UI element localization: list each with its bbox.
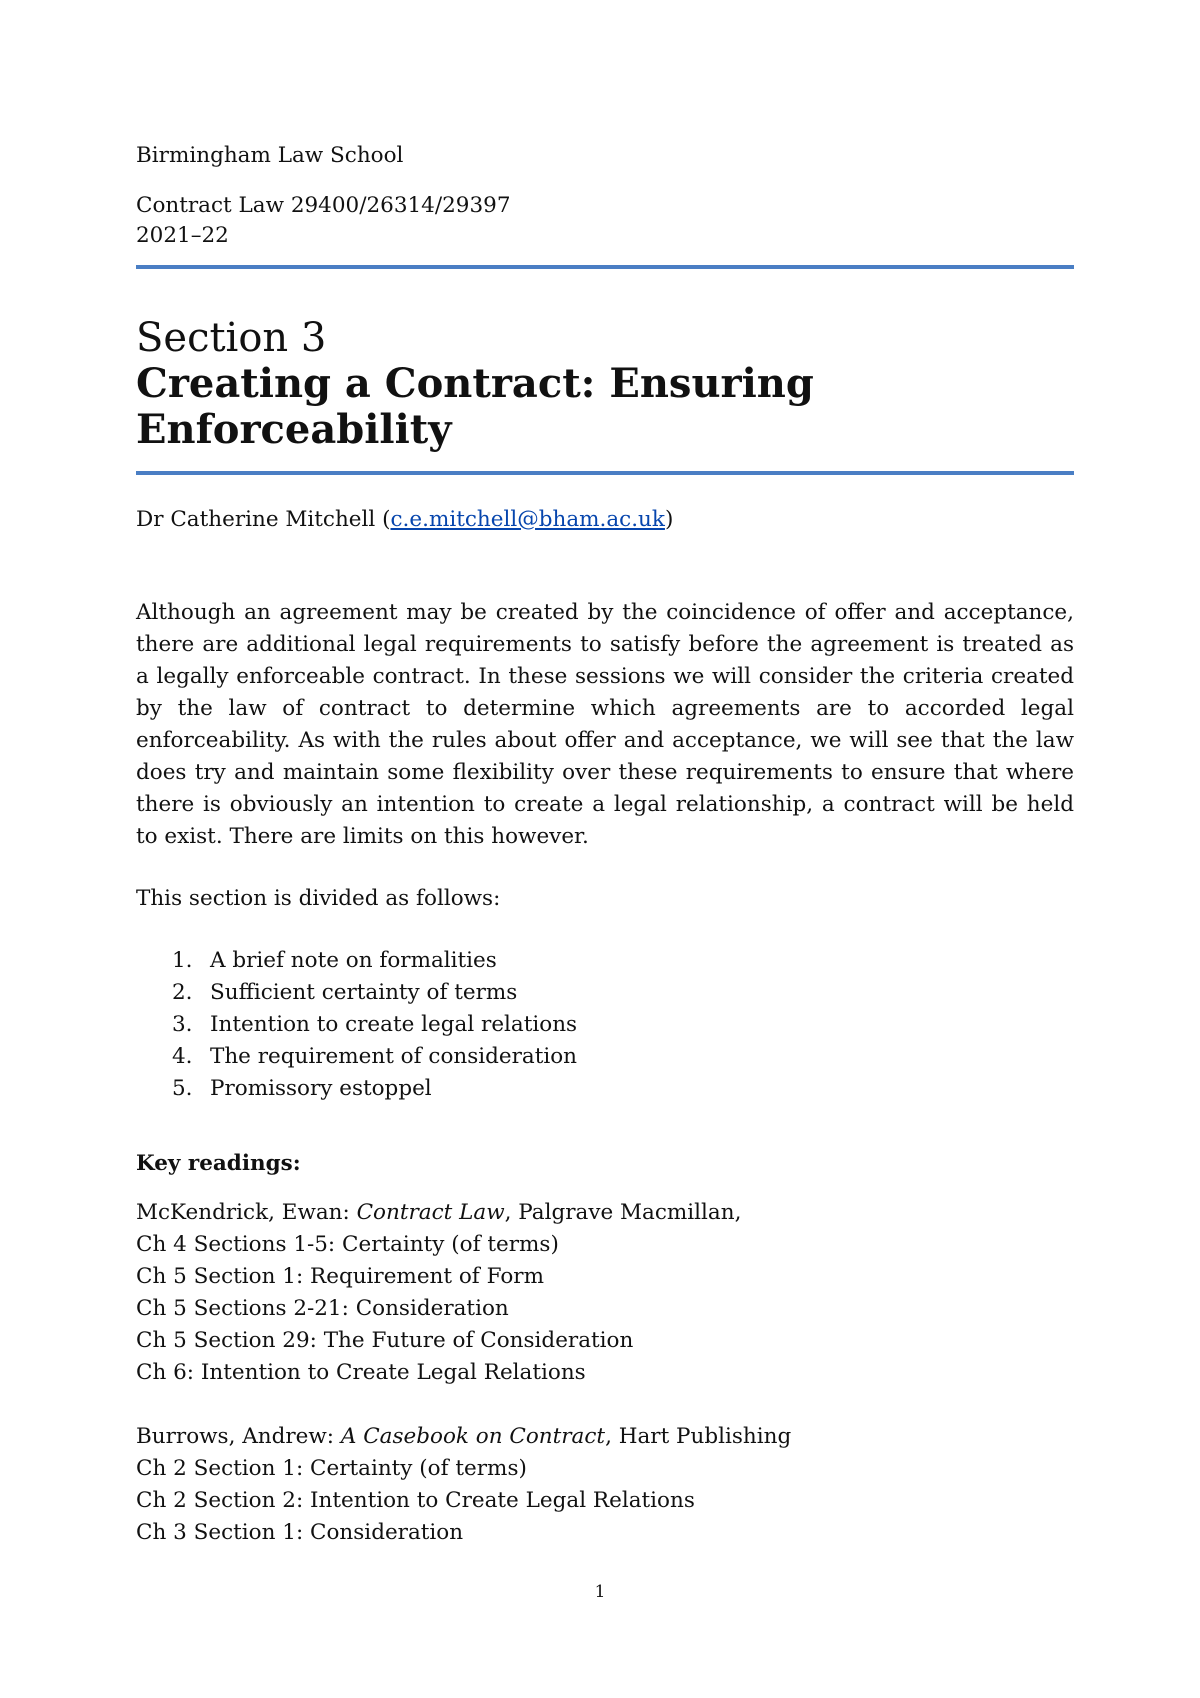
academic-year: 2021–22 — [136, 223, 229, 248]
chapter-reference: Ch 2 Section 1: Certainty (of terms) — [136, 1456, 527, 1481]
book-title: A Casebook on Contract — [340, 1424, 606, 1449]
list-item-text: Intention to create legal relations — [210, 1012, 578, 1037]
chapter-reference: Ch 2 Section 2: Intention to Create Legal Relations — [136, 1488, 695, 1513]
chapter-reference: Ch 3 Section 1: Consideration — [136, 1520, 464, 1545]
list-item-number: 3. — [172, 1012, 193, 1037]
list-item — [136, 1009, 1074, 1041]
list-item-number: 5. — [172, 1076, 193, 1101]
reading-burrows — [136, 1421, 1074, 1549]
list-item-text: Promissory estoppel — [210, 1076, 432, 1101]
intro-paragraph: Although an agreement may be created by the coincidence of offer and acceptance, there are additional legal requirements to satisfy before the agreement is treated as a legally enforceable contract. In these sessions we will consider the criteria created by the law of contract to determine which agreements are to accorded legal enforceability. As with the rules about offer and acceptance, we will see that the law does try and maintain some flexibility over these requirements to ensure that where there is obviously an intention to create a legal relationship, a contract will be held to exist. There are limits on this however. — [136, 600, 1074, 849]
book-citation — [136, 1421, 1074, 1453]
book-publisher: , Palgrave Macmillan, — [504, 1200, 742, 1225]
header-divider — [136, 265, 1074, 269]
book-author: McKendrick, Ewan: — [136, 1200, 357, 1225]
section-outline-list — [136, 945, 1074, 1105]
division-intro: This section is divided as follows: — [136, 886, 501, 911]
section-title: Creating a Contract: Ensuring Enforceability — [136, 360, 814, 453]
page-number: 1 — [594, 1582, 606, 1602]
chapter-reference: Ch 5 Section 1: Requirement of Form — [136, 1264, 544, 1289]
list-item-text: Sufficient certainty of terms — [210, 980, 518, 1005]
list-item-number: 1. — [172, 948, 193, 973]
chapter-reference: Ch 5 Section 29: The Future of Consideration — [136, 1328, 634, 1353]
list-item-number: 2. — [172, 980, 193, 1005]
list-item — [136, 977, 1074, 1009]
list-item-text: The requirement of consideration — [210, 1044, 578, 1069]
chapter-reference: Ch 6: Intention to Create Legal Relations — [136, 1360, 586, 1385]
book-publisher: , Hart Publishing — [605, 1424, 792, 1449]
page-content — [136, 141, 1074, 1549]
author-line — [136, 505, 1074, 535]
school-name: Birmingham Law School — [136, 143, 404, 168]
list-item — [136, 945, 1074, 977]
book-citation — [136, 1197, 1074, 1229]
list-item — [136, 1073, 1074, 1105]
course-code: Contract Law 29400/26314/29397 — [136, 193, 511, 218]
list-item-number: 4. — [172, 1044, 193, 1069]
author-email-link[interactable]: c.e.mitchell@bham.ac.uk — [390, 507, 665, 532]
book-title: Contract Law — [356, 1200, 505, 1225]
key-readings-heading: Key readings: — [136, 1151, 301, 1176]
author-suffix: ) — [664, 507, 674, 532]
title-divider — [136, 471, 1074, 475]
list-item-text: A brief note on formalities — [210, 948, 497, 973]
section-number: Section 3 — [136, 315, 327, 361]
list-item — [136, 1041, 1074, 1073]
author-name: Dr Catherine Mitchell ( — [136, 507, 391, 532]
chapter-reference: Ch 5 Sections 2-21: Consideration — [136, 1296, 509, 1321]
reading-mckendrick — [136, 1197, 1074, 1389]
chapter-reference: Ch 4 Sections 1-5: Certainty (of terms) — [136, 1232, 559, 1257]
book-author: Burrows, Andrew: — [136, 1424, 341, 1449]
